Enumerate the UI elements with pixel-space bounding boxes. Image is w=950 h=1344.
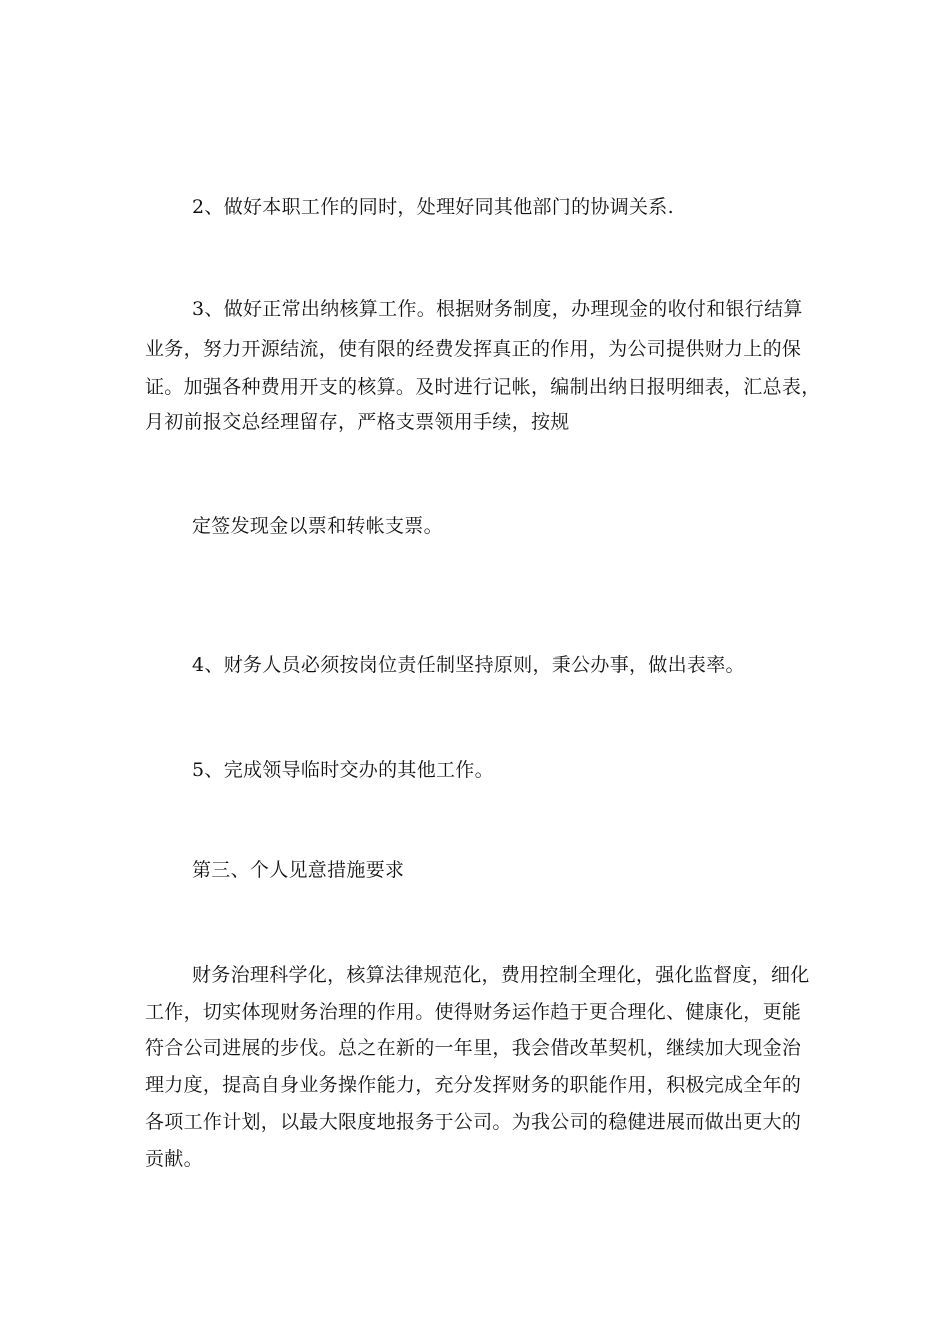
summary-line-3: 符合公司进展的步伐。总之在新的一年里，我会借改革契机，继续加大现金治 [145,1037,802,1059]
section-heading: 第三、个人见意措施要求 [192,859,405,881]
item-3-continuation: 定签发现金以票和转帐支票。 [192,515,443,537]
summary-line-1: 财务治理科学化，核算法律规范化，费用控制全理化，强化监督度，细化 [192,964,810,986]
item-4-line: 4、财务人员必须按岗位责任制坚持原则，秉公办事，做出表率。 [192,654,745,676]
item-2-line: 2、做好本职工作的同时，处理好同其他部门的协调关系. [192,196,674,218]
item-3-line-2: 业务，努力开源结流，使有限的经费发挥真正的作用，为公司提供财力上的保 [145,338,802,360]
item-5-line: 5、完成领导临时交办的其他工作。 [192,759,494,781]
summary-line-5: 各项工作计划，以最大限度地报务于公司。为我公司的稳健进展而做出更大的 [145,1111,802,1133]
item-3-line-3: 证。加强各种费用开支的核算。及时进行记帐，编制出纳日报明细表，汇总表， [145,376,821,398]
item-3-line-4: 月初前报交总经理留存，严格支票领用手续，按规 [145,411,570,433]
item-3-line-1: 3、做好正常出纳核算工作。根据财务制度，办理现金的收付和银行结算 [192,298,803,320]
summary-line-2: 工作，切实体现财务治理的作用。使得财务运作趋于更合理化、健康化，更能 [145,1001,802,1023]
summary-line-4: 理力度，提高自身业务操作能力，充分发挥财务的职能作用，积极完成全年的 [145,1074,802,1096]
summary-line-6: 贡献。 [145,1148,203,1170]
